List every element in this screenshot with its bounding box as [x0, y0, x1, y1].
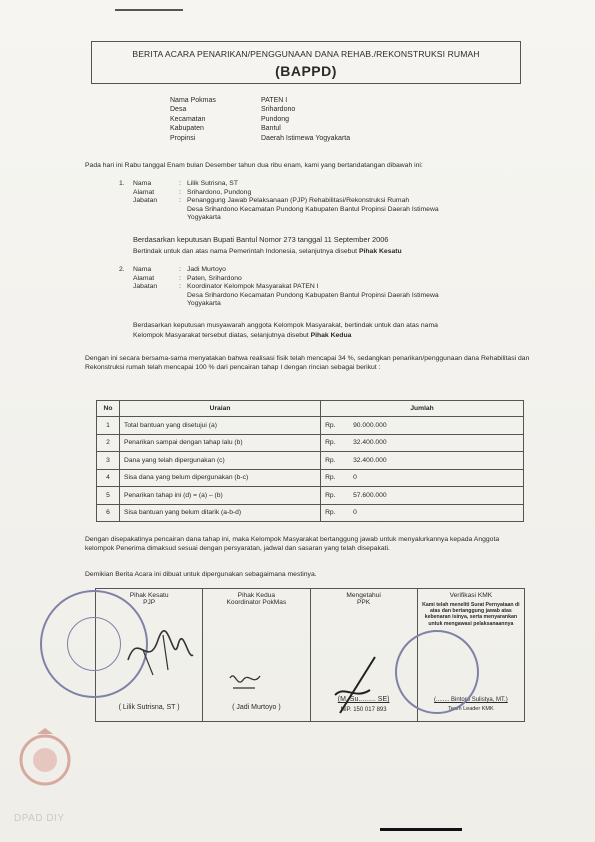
signature-scribble-icon [118, 620, 198, 680]
breakdown-table [96, 400, 524, 522]
party-one-basis: Berdasarkan keputusan Bupati Bantul Nomor 273 tanggal 11 September 2006 [133, 235, 389, 244]
sig-role: Pihak Kedua [237, 592, 276, 599]
kmk-note: Kami telah meneliti Surat Pernyataan di atas dan bertanggung jawab atas kebenaran isinya, serta menyarankan untuk mengawasi pelaksanaannya [422, 602, 520, 627]
col-header-no: No [97, 401, 120, 417]
table-row: 1 Total bantuan yang disetujui (a) Rp. 90.000.000 [97, 417, 524, 435]
closing-remark: Demikian Berita Acara ini dibuat untuk dipergunakan sebagaimana mestinya. [85, 571, 317, 578]
info-row: Kecamatan Pundong [170, 115, 290, 123]
signatory-name: (........ Bintoro Sulistya, MT.) [434, 697, 508, 703]
sig-role: Mengetahui [346, 592, 381, 599]
party-two-acts: Kelompok Masyarakat tersebut diatas, selanjutnya disebut Pihak Kedua [133, 332, 352, 339]
pokmas-info [170, 96, 350, 143]
scan-mark [115, 9, 183, 11]
sig-role-sub: Koordinator PokMas [226, 599, 287, 606]
sig-role-sub: PPK [357, 599, 371, 606]
sig-role-sub: PJP [143, 599, 156, 606]
info-row: Desa Srihardono [170, 106, 296, 114]
document-title: BERITA ACARA PENARIKAN/PENGGUNAAN DANA REHAB./REKONSTRUKSI RUMAH [132, 49, 480, 59]
sig-role: Verifikasi KMK [449, 592, 493, 599]
party-one: 1. Nama : Lilik Sutrisna, ST Alamat : Srihardono, Pundong Jabatan : Penanggung Jawab Pelaksanaan (PJP) Rehabilitasi/Rekonstruksi Rumah Desa Srihardono Kecamatan Pundong Kabupaten Bantul Propinsi Daerah Istimewa Yogyakarta [119, 180, 439, 222]
signature-scribble-icon [330, 655, 380, 715]
kmk-stamp-icon [395, 630, 479, 714]
signature-cell-party-two [203, 589, 310, 722]
signatory-name: ( Jadi Murtoyo ) [232, 704, 281, 711]
party-two-basis: Berdasarkan keputusan musyawarah anggota Kelompok Masyarakat, bertindak untuk dan atas nama [133, 322, 438, 329]
signatory-name: ( Lilik Sutrisna, ST ) [118, 704, 180, 711]
table-row: 2 Penarikan sampai dengan tahap lalu (b) Rp. 32.400.000 [97, 434, 524, 452]
regional-emblem-icon [15, 728, 75, 788]
signatory-name: (M. Su......... SE) [337, 696, 390, 703]
signatory-nip: NIP. 150 017 893 [340, 707, 387, 713]
closing-text: Dengan disepakatinya pencairan dana tahap ini, maka Kelompok Masyarakat bertanggung jawab untuk menyalurkannya kepada Anggota kelompok Penerima dimaksud sesuai dengan persyaratan, jadwal dan sasaran yang telah disepakati. [85, 536, 500, 552]
party-two: 2. Nama : Jadi Murtoyo Alamat : Paten, Srihardono Jabatan : Koordinator Kelompok Masyarakat PATEN I Desa Srihardono Kecamatan Pundong Kabupaten Bantul Propinsi Daerah Istimewa Yogyakarta [119, 266, 439, 308]
document-acronym: (BAPPD) [275, 63, 337, 79]
col-header-uraian: Uraian [120, 401, 321, 417]
scan-mark [380, 828, 462, 831]
table-row: 4 Sisa dana yang belum dipergunakan (b-c) Rp. 0 [97, 469, 524, 487]
table-row: 6 Sisa bantuan yang belum ditarik (a-b-d) Rp. 0 [97, 504, 524, 522]
signatory-sub: Team Leader KMK [448, 706, 494, 712]
table-row: 5 Penarikan tahap ini (d) = (a) – (b) Rp. 57.600.000 [97, 487, 524, 505]
statement-text: Dengan ini secara bersama-sama menyatakan bahwa realisasi fisik telah mencapai 34 %, sedangkan penarikan/penggunaan dana Rehabilitasi dan Rekonstruksi rumah telah mencapai 100 % dari pencairan tahap I dengan rincian sebagai berikut : [85, 355, 530, 371]
info-row: Kabupaten Bantul [170, 125, 281, 133]
signature-scribble-icon [225, 668, 265, 693]
sig-role: Pihak Kesatu [129, 592, 169, 599]
table-row: 3 Dana yang telah dipergunakan (c) Rp. 32.400.000 [97, 452, 524, 470]
party-one-acts: Bertindak untuk dan atas nama Pemerintah Indonesia, selanjutnya disebut Pihak Kesatu [133, 248, 402, 255]
watermark-text: DPAD DIY [14, 813, 65, 824]
info-row: Nama Pokmas PATEN I [170, 97, 288, 104]
intro-text: Pada hari ini Rabu tanggal Enam bulan Desember tahun dua ribu enam, kami yang bertandatangan dibawah ini: [85, 162, 423, 169]
info-row: Propinsi Daerah Istimewa Yogyakarta [170, 134, 351, 142]
title-box [91, 41, 521, 84]
col-header-jumlah: Jumlah [321, 401, 524, 417]
table-header-row [97, 401, 524, 417]
